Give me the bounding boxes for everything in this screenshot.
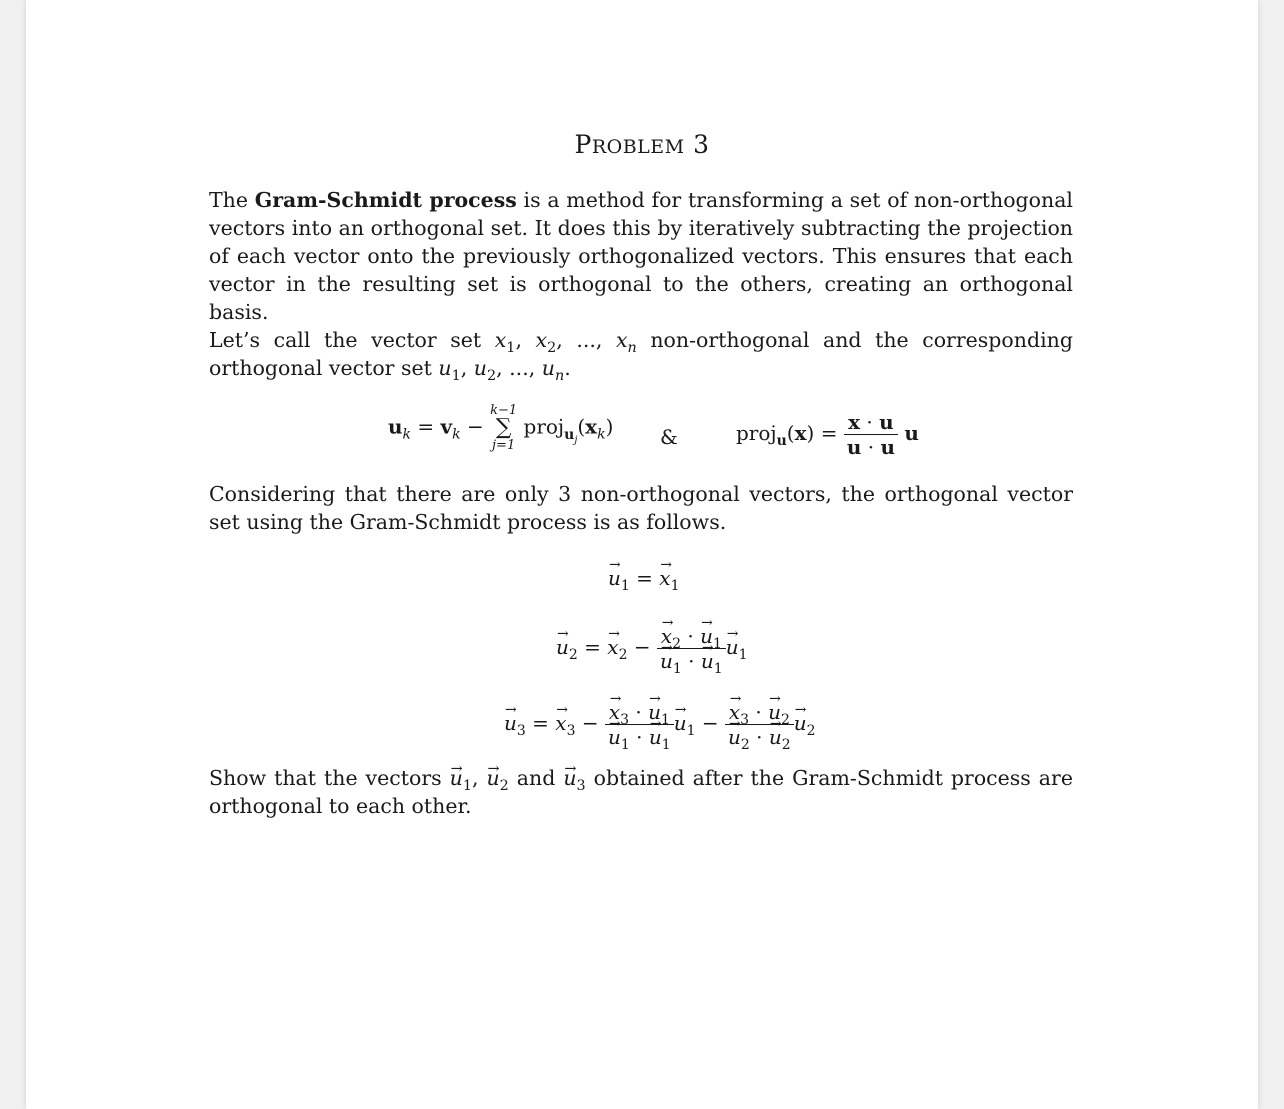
equation-u2: → $u_2$ = → $x_2$ − → $x_2$ · → $u_1$ → $u_1$ · → $u_1$ → $u_1$ bbox=[556, 624, 748, 673]
problem-title: PROBLEM 3 bbox=[574, 130, 710, 159]
equation-u1: → $u_1$ = → $x_1$ bbox=[608, 566, 680, 590]
ampersand: & bbox=[660, 425, 678, 449]
projection-formula: proj$_u$(x) = $\frac{x \cdot u}{u \cdot u}$ u bbox=[736, 410, 919, 459]
equation-u3: → $u_3$ = → $x_3$ − → $x_3$ · → $u_1$ → $u_1$ · → $u_1$ → $u_1$ − → $x_3$ · → $u_2$ → $u_2$ · → $u_2$ → $u_2$ bbox=[504, 700, 816, 749]
considering-paragraph: Considering that there are only 3 non-orthogonal vectors, the orthogonal vector set using the Gram-Schmidt process is as follows. bbox=[209, 482, 1073, 534]
document-page bbox=[26, 0, 1258, 1109]
definition-paragraph: Let’s call the vector set $x_1$, $x_2$, ..., $x_n$ non-orthogonal and the corresponding orthogonal vector set $u_1$, $u_2$, ..., $u_n$. bbox=[209, 328, 1073, 385]
gram-schmidt-term: Gram-Schmidt process bbox=[254, 188, 517, 212]
gram-schmidt-formula: $u_k = v_k$ − k−1 ∑ j=1 $proj_{u_j}(x_k)$ bbox=[388, 403, 614, 453]
conclusion-paragraph: Show that the vectors → $u_1$, → $u_2$ and → $u_3$ obtained after the Gram-Schmidt process are orthogonal to each other. bbox=[209, 764, 1073, 820]
intro-paragraph: The Gram-Schmidt process is a method for transforming a set of non-orthogonal vectors into an orthogonal set. It does this by iteratively subtracting the projection of each vector onto the previously orthogonalized vectors. This ensures that each vector in the resulting set is orthogonal to the others, creating an orthogonal basis. bbox=[209, 188, 1073, 324]
